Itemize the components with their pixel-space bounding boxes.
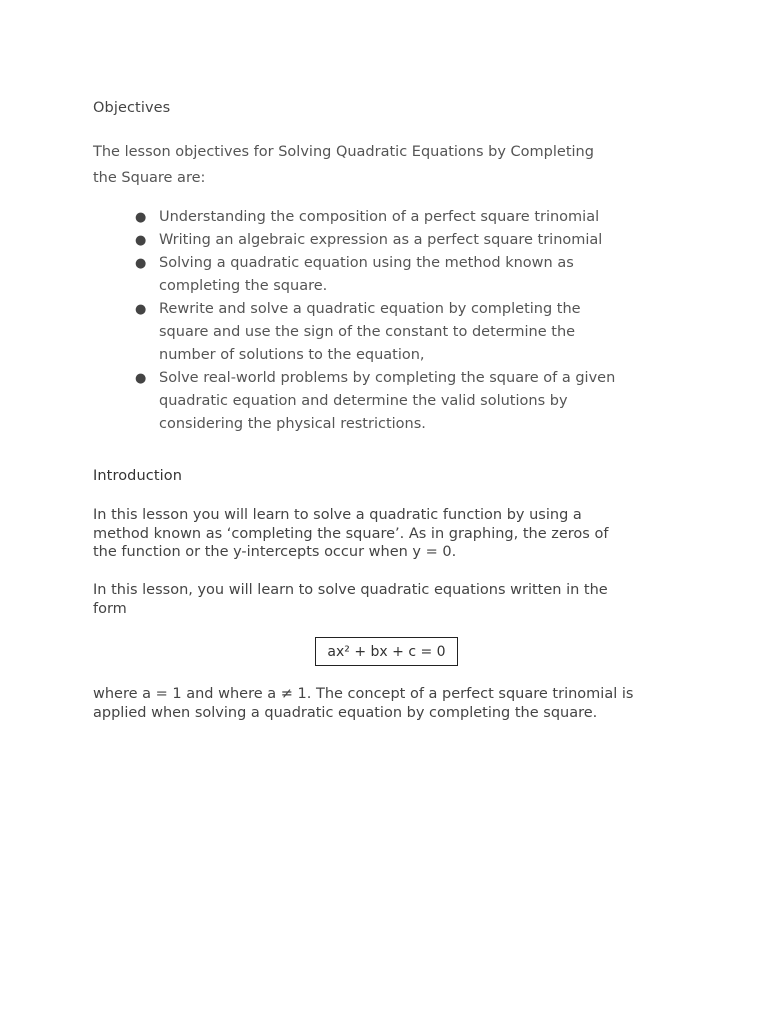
list-item-text: Rewrite and solve a quadratic equation by completing the	[159, 301, 581, 317]
list-item	[93, 229, 683, 252]
list-item-text: quadratic equation and determine the valid solutions by	[159, 393, 568, 409]
list-item-text: square and use the sign of the constant to determine the	[159, 324, 576, 340]
paragraph-line: In this lesson you will learn to solve a quadratic function by using a	[93, 507, 582, 523]
introduction-heading: Introduction	[93, 468, 183, 484]
paragraph-line: applied when solving a quadratic equation by completing the square.	[93, 705, 598, 721]
list-item-text: Understanding the composition of a perfect square trinomial	[159, 209, 600, 225]
introduction-paragraph	[93, 581, 673, 618]
list-item	[93, 298, 683, 367]
introduction-paragraph	[93, 506, 673, 562]
list-item-text: Writing an algebraic expression as a perfect square trinomial	[159, 232, 603, 248]
objectives-intro-line: The lesson objectives for Solving Quadratic Equations by Completing	[93, 144, 594, 160]
objectives-intro	[93, 139, 673, 191]
bullet-icon: ●	[135, 210, 147, 225]
objectives-intro-line: the Square are:	[93, 170, 206, 186]
list-item-text: considering the physical restrictions.	[159, 416, 426, 432]
list-item	[93, 252, 683, 298]
paragraph-line: method known as ‘completing the square’. As in graphing, the zeros of	[93, 525, 609, 542]
paragraph-line: In this lesson, you will learn to solve quadratic equations written in the	[93, 582, 608, 598]
paragraph-line: form	[93, 600, 127, 617]
bullet-icon: ●	[135, 371, 147, 386]
objectives-list	[93, 206, 683, 436]
bullet-icon: ●	[135, 302, 147, 317]
list-item	[93, 367, 683, 436]
introduction-paragraph	[93, 685, 683, 723]
paragraph-line: where a = 1 and where a ≠ 1. The concept of a perfect square trinomial is	[93, 686, 634, 702]
bullet-icon: ●	[135, 256, 147, 271]
list-item	[93, 206, 683, 229]
paragraph-line: the function or the y-intercepts occur when y = 0.	[93, 544, 457, 560]
list-item-text: Solve real-world problems by completing the square of a given	[159, 370, 616, 386]
list-item-text: number of solutions to the equation,	[159, 347, 425, 363]
list-item-text: completing the square.	[159, 278, 328, 294]
list-item-text: Solving a quadratic equation using the method known as	[159, 255, 574, 271]
bullet-icon: ●	[135, 233, 147, 248]
formula-text: ax² + bx + c = 0	[327, 643, 446, 660]
objectives-heading: Objectives	[93, 100, 171, 116]
formula-box	[315, 637, 458, 666]
